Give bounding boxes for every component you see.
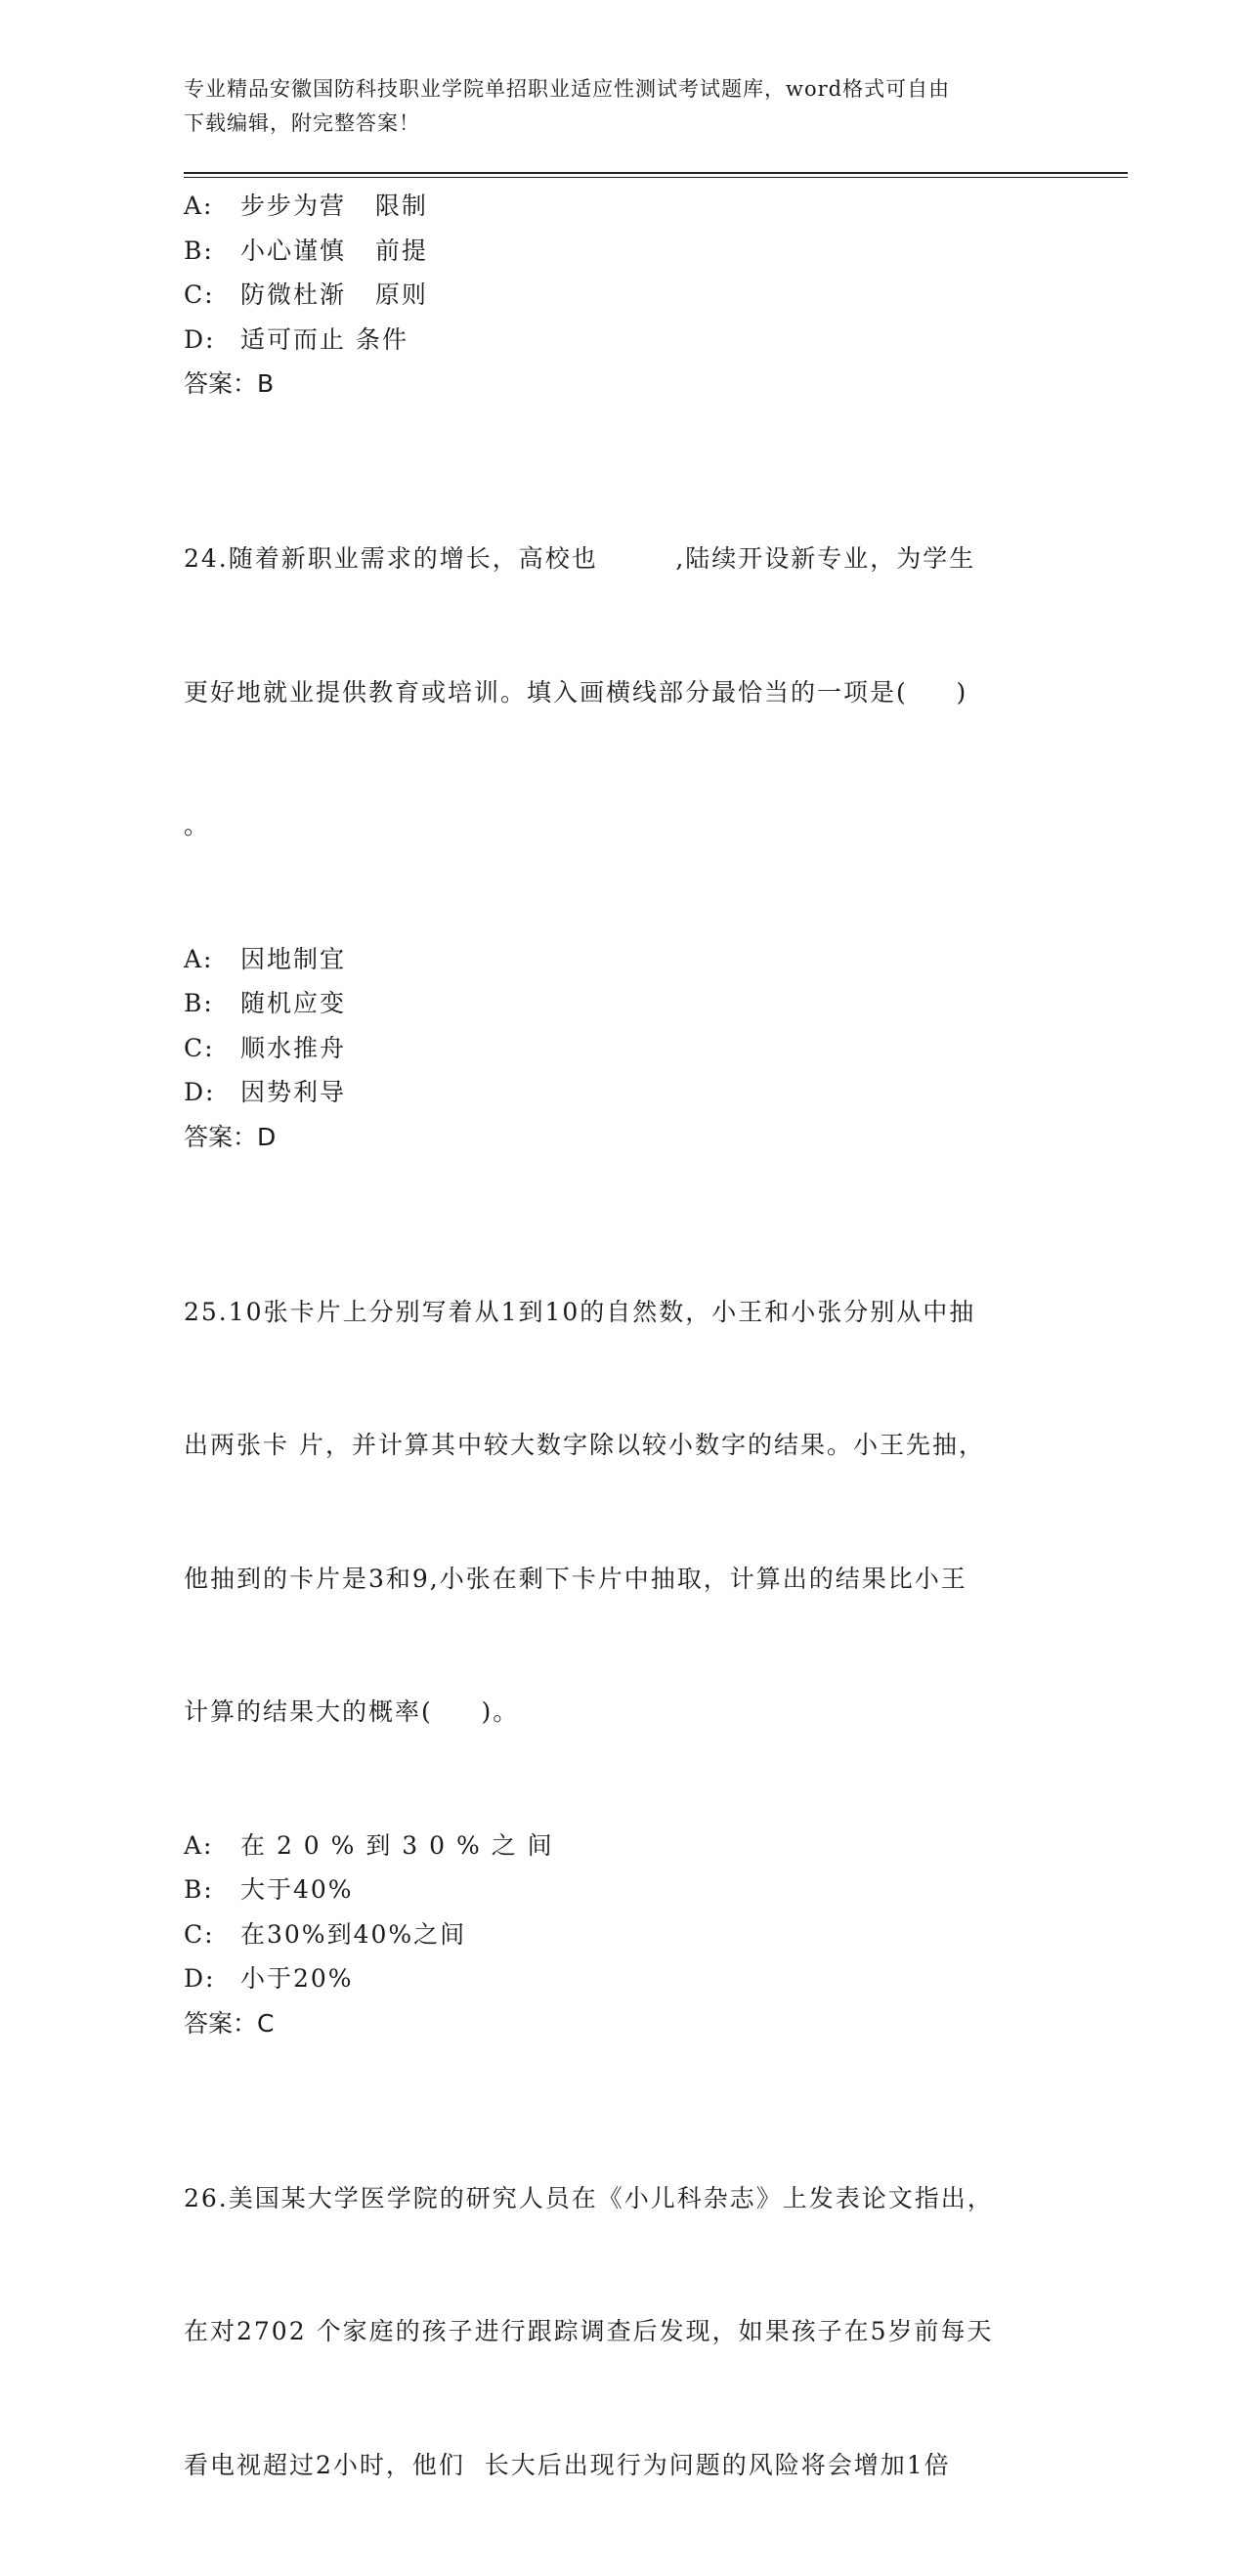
q24-option-a: A: 因地制宜 — [184, 937, 1063, 982]
document-header — [184, 72, 1044, 141]
q24-option-b: B: 随机应变 — [184, 981, 1063, 1026]
q26-stem — [184, 2087, 1063, 2576]
header-divider-thin — [184, 177, 1128, 178]
q23-answer: 答案：B — [184, 362, 1063, 406]
q24-answer: 答案：D — [184, 1115, 1063, 1159]
q25-option-a: A: 在 2 0 % 到 3 0 % 之 间 — [184, 1824, 1063, 1868]
q26-stem-line: 在对2702 个家庭的孩子进行跟踪调查后发现，如果孩子在5岁前每天 — [184, 2309, 1063, 2354]
q25-option-c: C: 在30%到40%之间 — [184, 1912, 1063, 1957]
q24-stem-line: 24.随着新职业需求的增长，高校也 ,陆续开设新专业，为学生 — [184, 537, 1063, 581]
q25-option-b: B: 大于40% — [184, 1868, 1063, 1912]
q25-stem-line: 25.10张卡片上分别写着从1到10的自然数，小王和小张分别从中抽 — [184, 1290, 1063, 1335]
q23-option-a: A: 步步为营 限制 — [184, 184, 1063, 229]
q24-stem-line: 。 — [184, 803, 1063, 848]
header-line-2: 下载编辑，附完整答案！ — [184, 107, 1044, 141]
q25-stem-line: 他抽到的卡片是3和9,小张在剩下卡片中抽取，计算出的结果比小王 — [184, 1557, 1063, 1602]
q25-stem-line: 出两张卡 片，并计算其中较大数字除以较小数字的结果。小王先抽， — [184, 1423, 1063, 1468]
header-line-1: 专业精品安徽国防科技职业学院单招职业适应性测试考试题库，word格式可自由 — [184, 72, 1044, 107]
q26-stem-line: 看电视超过2小时，他们 长大后出现行为问题的风险将会增加1倍 — [184, 2443, 1063, 2488]
q23-option-d: D: 适可而止 条件 — [184, 318, 1063, 363]
q25-stem — [184, 1201, 1063, 1824]
q24-option-c: C: 顺水推舟 — [184, 1026, 1063, 1071]
question-23-block — [184, 184, 1063, 406]
q23-option-b: B: 小心谨慎 前提 — [184, 229, 1063, 274]
header-divider-thick — [184, 172, 1128, 174]
q23-option-c: C: 防微杜渐 原则 — [184, 273, 1063, 318]
q24-stem — [184, 448, 1063, 937]
q24-stem-line: 更好地就业提供教育或培训。填入画横线部分最恰当的一项是( ) — [184, 670, 1063, 715]
question-26-block — [184, 2087, 1063, 2576]
document-body — [184, 184, 1063, 2576]
q25-stem-line: 计算的结果大的概率( )。 — [184, 1690, 1063, 1735]
q25-option-d: D: 小于20% — [184, 1956, 1063, 2001]
q25-answer: 答案：C — [184, 2001, 1063, 2045]
q26-stem-line: 26.美国某大学医学院的研究人员在《小儿科杂志》上发表论文指出， — [184, 2176, 1063, 2221]
q24-option-d: D: 因势利导 — [184, 1070, 1063, 1115]
question-25-block — [184, 1201, 1063, 2045]
question-24-block — [184, 448, 1063, 1159]
